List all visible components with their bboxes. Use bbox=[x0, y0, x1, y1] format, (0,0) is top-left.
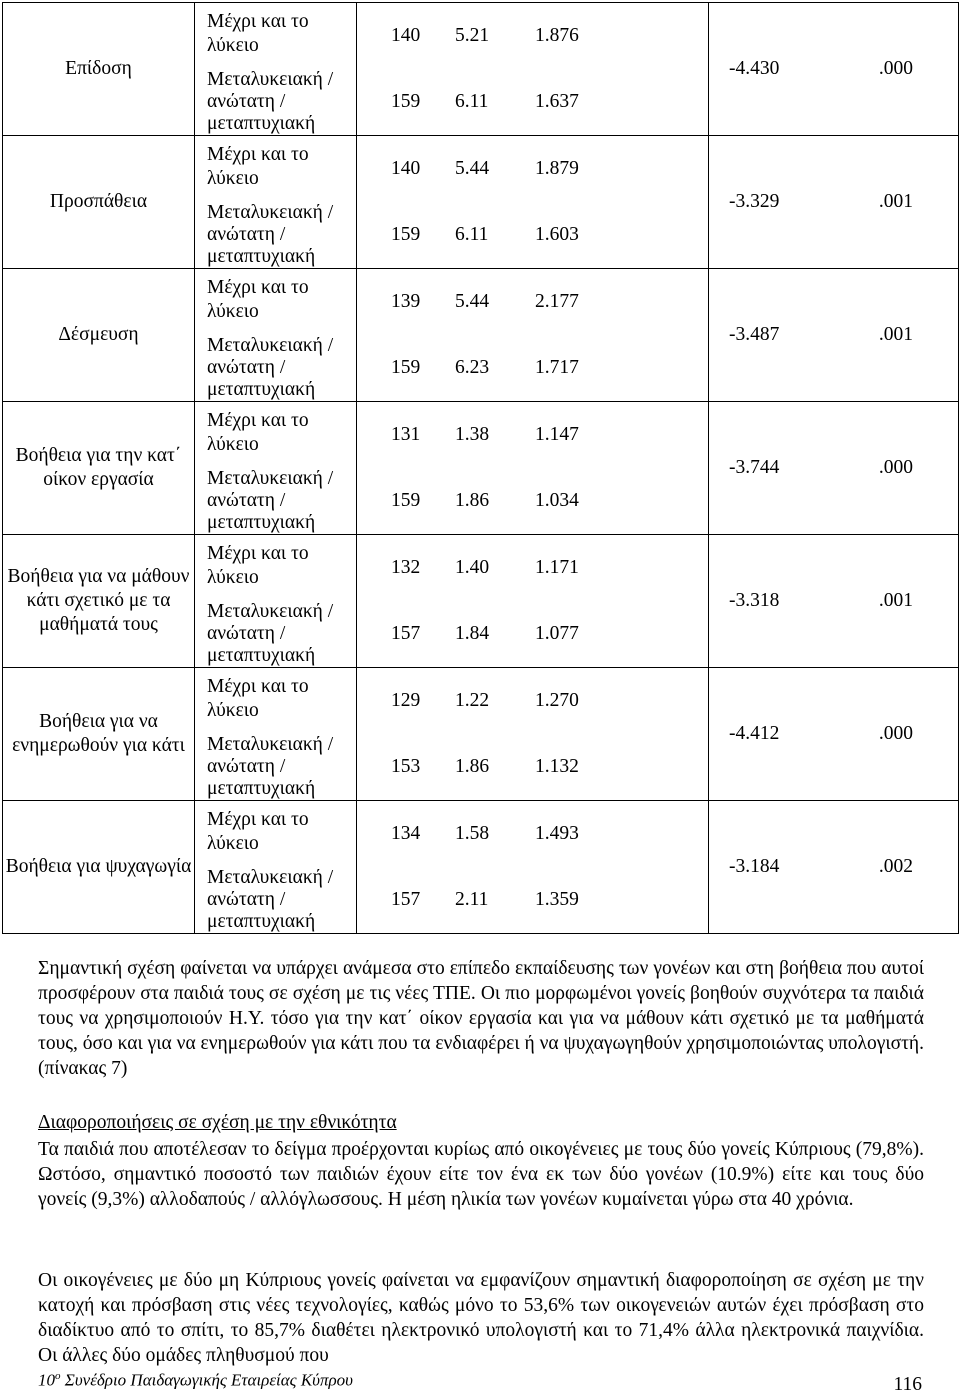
paragraph-nationality: Τα παιδιά που αποτέλεσαν το δείγμα προέρχονται κυρίως από οικογένειες με τους δύο γονείς Κύπριους (79,8%). Ωστόσο, σημαντικό ποσοστό των παιδιών έχουν είτε τον ένα εκ των δύο γονέων (10.9%) είτε και τους δύο γονείς (9,3%) αλλοδαπούς / αλλόγλωσσους. Η μέση ηλικία των γονέων κυμαίνεται γύρω στα 40 χρόνια. bbox=[38, 1139, 924, 1210]
stats-high bbox=[357, 734, 708, 800]
table-row bbox=[3, 668, 959, 801]
value-sd: 1.171 bbox=[535, 557, 579, 578]
paragraph-education: Σημαντική σχέση φαίνεται να υπάρχει ανάμεσα στο επίπεδο εκπαίδευσης των γονέων και στη βοήθεια που αυτοί προσφέρουν στα παιδιά τους σε σχέση με τις νέες ΤΠΕ. Οι πιο μορφωμένοι γονείς βοηθούν συχνότερα τα παιδιά τους να χρησιμοποιούν Η.Υ. τόσο για την κατ΄ οίκον εργασία και για να μάθουν κάτι σχετικό με τα μαθήματά τους, όσο και για να ενημερωθούν για κάτι που τα ενδιαφέρει ή να ψυχαγωγηθούν χρησιμοποιώντας υπολογιστή. (πίνακας 7) bbox=[38, 958, 924, 1079]
value-sd: 1.132 bbox=[535, 756, 579, 777]
value-sd: 2.177 bbox=[535, 291, 579, 312]
test-result bbox=[709, 402, 959, 535]
stats-low bbox=[357, 801, 708, 867]
value-n: 157 bbox=[391, 623, 421, 644]
value-mean: 6.23 bbox=[455, 357, 490, 378]
value-t: -3.318 bbox=[729, 590, 780, 611]
footer-conference: $10^o$ Συνέδριο Παιδαγωγικής Εταιρείας Κύπρου bbox=[38, 1370, 353, 1390]
value-n: 157 bbox=[391, 889, 421, 910]
stats-high bbox=[357, 468, 708, 534]
level-high-label: Μεταλυκειακή / ανώτατη / μεταπτυχιακή bbox=[207, 867, 334, 932]
test-result bbox=[709, 535, 959, 668]
table-row bbox=[3, 402, 959, 535]
statistics-table bbox=[2, 2, 959, 934]
level-high-label: Μεταλυκειακή / ανώτατη / μεταπτυχιακή bbox=[207, 69, 334, 134]
level-high-label: Μεταλυκειακή / ανώτατη / μεταπτυχιακή bbox=[207, 601, 334, 666]
table-row bbox=[3, 3, 959, 136]
value-n: 129 bbox=[391, 690, 421, 711]
section-heading-nationality: Διαφοροποιήσεις σε σχέση με την εθνικότητα bbox=[38, 1112, 397, 1133]
value-mean: 1.38 bbox=[455, 424, 490, 445]
stats-high bbox=[357, 335, 708, 401]
value-p: .001 bbox=[878, 590, 913, 611]
value-n: 140 bbox=[391, 25, 421, 46]
level-low-label: Μέχρι και το λύκειο bbox=[207, 144, 309, 189]
test-result bbox=[709, 801, 959, 934]
education-levels bbox=[195, 535, 357, 668]
value-n: 140 bbox=[391, 158, 421, 179]
group-statistics bbox=[357, 668, 709, 801]
value-sd: 1.876 bbox=[535, 25, 579, 46]
table-row bbox=[3, 269, 959, 402]
value-t: -3.744 bbox=[729, 457, 780, 478]
level-low-label: Μέχρι και το λύκειο bbox=[207, 277, 309, 322]
level-high-label: Μεταλυκειακή / ανώτατη / μεταπτυχιακή bbox=[207, 734, 334, 799]
value-sd: 1.077 bbox=[535, 623, 579, 644]
value-mean: 1.40 bbox=[455, 557, 490, 578]
value-t: -4.412 bbox=[729, 723, 780, 744]
value-mean: 5.44 bbox=[455, 291, 490, 312]
value-sd: 1.147 bbox=[535, 424, 579, 445]
stats-high bbox=[357, 69, 708, 135]
value-n: 159 bbox=[391, 91, 421, 112]
value-n: 131 bbox=[391, 424, 421, 445]
value-sd: 1.717 bbox=[535, 357, 579, 378]
variable-name: Προσπάθεια bbox=[3, 136, 195, 269]
value-sd: 1.034 bbox=[535, 490, 579, 511]
stats-high bbox=[357, 601, 708, 667]
level-low-label: Μέχρι και το λύκειο bbox=[207, 809, 309, 854]
level-low-label: Μέχρι και το λύκειο bbox=[207, 676, 309, 721]
group-statistics bbox=[357, 269, 709, 402]
group-statistics bbox=[357, 3, 709, 136]
value-mean: 5.44 bbox=[455, 158, 490, 179]
stats-low bbox=[357, 269, 708, 335]
education-levels bbox=[195, 801, 357, 934]
stats-high bbox=[357, 867, 708, 933]
level-low-label: Μέχρι και το λύκειο bbox=[207, 410, 309, 455]
value-mean: 1.86 bbox=[455, 756, 490, 777]
value-p: .002 bbox=[878, 856, 913, 877]
group-statistics bbox=[357, 801, 709, 934]
group-statistics bbox=[357, 535, 709, 668]
test-result bbox=[709, 269, 959, 402]
table-row bbox=[3, 801, 959, 934]
value-mean: 5.21 bbox=[455, 25, 490, 46]
test-result bbox=[709, 136, 959, 269]
value-p: .000 bbox=[878, 58, 913, 79]
group-statistics bbox=[357, 136, 709, 269]
level-high-label: Μεταλυκειακή / ανώτατη / μεταπτυχιακή bbox=[207, 335, 334, 400]
education-levels bbox=[195, 402, 357, 535]
value-n: 159 bbox=[391, 490, 421, 511]
value-mean: 1.84 bbox=[455, 623, 490, 644]
value-n: 153 bbox=[391, 756, 421, 777]
statistics-table-body bbox=[3, 3, 959, 934]
value-sd: 1.493 bbox=[535, 823, 579, 844]
value-t: -3.184 bbox=[729, 856, 780, 877]
education-levels bbox=[195, 3, 357, 136]
variable-name: Βοήθεια για να μάθουν κάτι σχετικό με τα μαθήματά τους bbox=[3, 535, 195, 668]
value-sd: 1.637 bbox=[535, 91, 579, 112]
level-high-label: Μεταλυκειακή / ανώτατη / μεταπτυχιακή bbox=[207, 202, 334, 267]
test-result bbox=[709, 668, 959, 801]
table-row bbox=[3, 535, 959, 668]
variable-name: Βοήθεια για την κατ΄ οίκον εργασία bbox=[3, 402, 195, 535]
variable-name: Βοήθεια για να ενημερωθούν για κάτι bbox=[3, 668, 195, 801]
footer-conference-text: Συνέδριο Παιδαγωγικής Εταιρείας Κύπρου bbox=[64, 1370, 353, 1390]
variable-name: Δέσμευση bbox=[3, 269, 195, 402]
variable-name: Επίδοση bbox=[3, 3, 195, 136]
stats-low bbox=[357, 402, 708, 468]
value-sd: 1.270 bbox=[535, 690, 579, 711]
value-n: 139 bbox=[391, 291, 421, 312]
value-t: -3.329 bbox=[729, 191, 780, 212]
education-levels bbox=[195, 668, 357, 801]
value-sd: 1.603 bbox=[535, 224, 579, 245]
page-number: 116 bbox=[893, 1374, 922, 1395]
group-statistics bbox=[357, 402, 709, 535]
value-t: -3.487 bbox=[729, 324, 780, 345]
value-mean: 1.86 bbox=[455, 490, 490, 511]
level-low-label: Μέχρι και το λύκειο bbox=[207, 543, 309, 588]
value-p: .000 bbox=[878, 457, 913, 478]
value-p: .000 bbox=[878, 723, 913, 744]
value-mean: 1.58 bbox=[455, 823, 490, 844]
education-levels bbox=[195, 269, 357, 402]
value-mean: 6.11 bbox=[455, 224, 489, 245]
test-result bbox=[709, 3, 959, 136]
table-row bbox=[3, 136, 959, 269]
stats-low bbox=[357, 3, 708, 69]
value-mean: 6.11 bbox=[455, 91, 489, 112]
level-high-label: Μεταλυκειακή / ανώτατη / μεταπτυχιακή bbox=[207, 468, 334, 533]
value-n: 132 bbox=[391, 557, 421, 578]
education-levels bbox=[195, 136, 357, 269]
value-p: .001 bbox=[878, 324, 913, 345]
value-sd: 1.359 bbox=[535, 889, 579, 910]
value-p: .001 bbox=[878, 191, 913, 212]
value-mean: 2.11 bbox=[455, 889, 489, 910]
level-low-label: Μέχρι και το λύκειο bbox=[207, 11, 309, 56]
stats-low bbox=[357, 136, 708, 202]
value-mean: 1.22 bbox=[455, 690, 490, 711]
value-n: 159 bbox=[391, 224, 421, 245]
value-sd: 1.879 bbox=[535, 158, 579, 179]
stats-low bbox=[357, 535, 708, 601]
value-t: -4.430 bbox=[729, 58, 780, 79]
stats-high bbox=[357, 202, 708, 268]
variable-name: Βοήθεια για ψυχαγωγία bbox=[3, 801, 195, 934]
value-n: 134 bbox=[391, 823, 421, 844]
value-n: 159 bbox=[391, 357, 421, 378]
stats-low bbox=[357, 668, 708, 734]
paragraph-technology-access: Οι οικογένειες με δύο μη Κύπριους γονείς φαίνεται να εμφανίζουν σημαντική διαφοροποίηση σε σχέση με την κατοχή και πρόσβαση στις νέες τεχνολογίες, καθώς μόνο το 53,6% των οικογενειών αυτών έχει πρόσβαση στο διαδίκτυο από το σπίτι, το 85,7% διαθέτει ηλεκτρονικό υπολογιστή και το 71,4% άλλα ηλεκτρονικά παιχνίδια. Οι άλλες δύο ομάδες πληθυσμού που bbox=[38, 1270, 924, 1366]
